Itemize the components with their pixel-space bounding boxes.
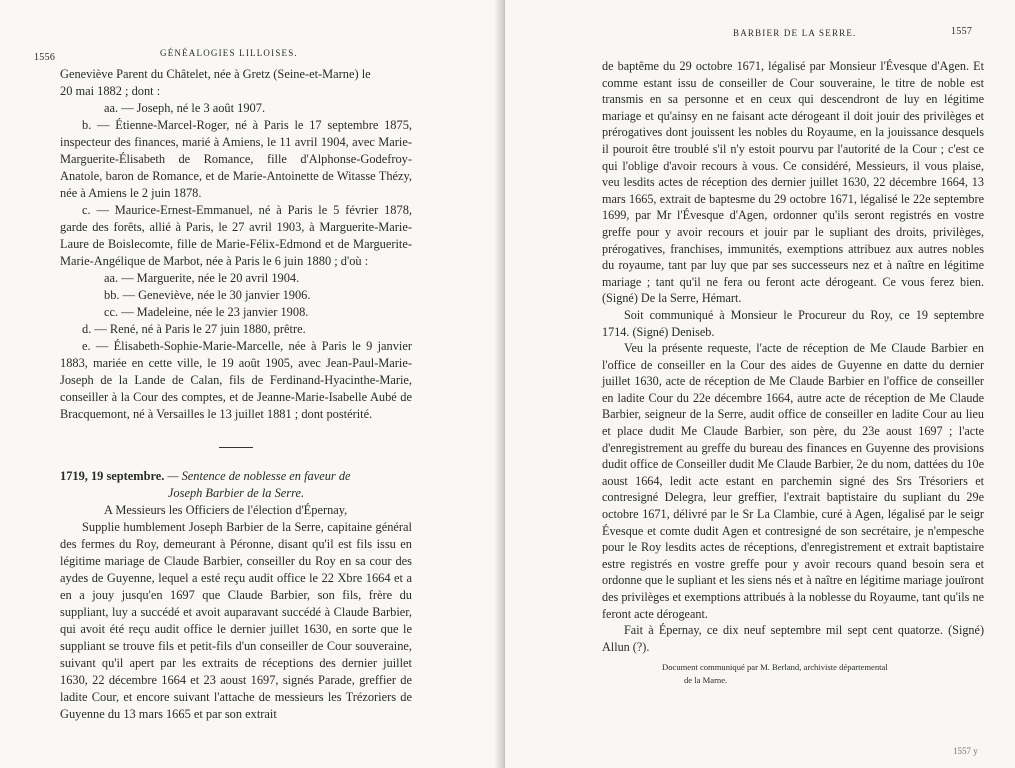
left-page-number: 1556: [34, 52, 56, 63]
right-page-number: 1557: [951, 26, 973, 37]
left-page: [0, 0, 505, 768]
text-line: Geneviève Parent du Châtelet, née à Gretz (Seine-et-Marne) le: [60, 67, 371, 81]
child-entry: c. — Maurice-Ernest-Emmanuel, né à Paris le 5 février 1878, garde des forêts, allié à Paris, le 27 avril 1903, à Marguerite-Marie-Laure de Boislecomte, fille de Marie-Félix-Edmond et de Marguerite-Marie-Angélique de Marbot, née à Paris le 6 juin 1880 ; d'où :: [60, 203, 412, 268]
margin-mark: 1557 y: [953, 746, 978, 756]
petition-text: Supplie humblement Joseph Barbier de la Serre, capitaine général des fermes du Roy, demeurant à Péronne, disant qu'il est fils issu en légitime mariage de Claude Barbier, conseiller du Roy en sa cour des aydes de Guyenne, lequel a esté reçu audit office le 22 Xbre 1664 et a en a jouy jusqu'en 1697 que Claude Barbier, son fils, frère du suppliant, luy a succédé et avoit auparavant succédé à Claude Barbier, qui avoit été reçu audit office le dernier juillet 1630, en sorte que le suppliant se trouve fils et petit-fils d'un conseiller de Cour souveraine, suivant qu'il apert par les extraits de réceptions des dernier juillet 1630, 22 décembre 1664 et 23 aoust 1697, signés Parade, greffier de ladite Cour, et encore suivant l'attache de messieurs les Trézoriers de Guyenne du 13 mars 1665 et par son extrait: [60, 520, 412, 721]
left-running-head: GÉNÉALOGIES LILLOISES.: [160, 48, 298, 58]
note-line: Document communiqué par M. Berland, archiviste départemental: [662, 662, 888, 673]
text-line: 20 mai 1882 ; dont :: [60, 84, 161, 98]
entry-date: 1719, 19 septembre.: [60, 469, 165, 483]
entry-title-continued: Joseph Barbier de la Serre.: [167, 486, 305, 500]
paragraph: Veu la présente requeste, l'acte de réception de Me Claude Barbier en l'office de conseiller en la Cour des aides de Guyenne en datte du dernier juillet 1630, acte de réception de Me Claude Barbier en l'office de conseiller en ladite Cour du 22e décembre 1664, autre acte de réception de Me Claude Barbier, seigneur de la Serre, audit office de conseiller en ladite Cour au lieu et place dudit Me Claude Barbier, son père, du 23e aoust 1697 ; l'acte d'enregistrement au greffe du bureau des finances en Guyenne des provisions dudit office de Conseiller dudit Me Claude Barbier, 2e du nom, dattées du 10e aoust 1664, ledit acte estant en parchemin signé des Srs Trésoriers et contresigné Delegra, leur greffier, l'extrait baptistaire du supliant du 29e octobre 1671, délivré par le Sr La Clambie, curé à Agen, légalisé par le seigr Évesque et comte dudit Agen et contresigné de son secrétaire, je n'empesche pour le Roy lesdits actes de réceptions, d'enregistrement et extrait baptistaire estre registrés en vostre greffe pour y avoir recours quand besoin sera et ordonne que le supliant et les siens nés et à naître en légitime mariage jouïront des privilèges et exemptions attribués à la noblesse du Royaume, tant qu'ils ne feront acte dérogeant.: [602, 341, 984, 621]
child-entry: bb. — Geneviève, née le 30 janvier 1906.: [104, 288, 311, 302]
right-page-text: [602, 58, 984, 687]
paragraph: Soit communiqué à Monsieur le Procureur du Roy, ce 19 septembre 1714. (Signé) Deniseb.: [602, 307, 984, 339]
child-entry: d. — René, né à Paris le 27 juin 1880, prêtre.: [82, 322, 306, 336]
entry-heading: [60, 468, 412, 485]
child-entry: b. — Étienne-Marcel-Roger, né à Paris le 17 septembre 1875, inspecteur des finances, marié à Amiens, le 11 avril 1904, avec Marie-Marguerite-Élisabeth de Romance, fille d'Alphonse-Godefroy-Anatole, baron de Romance, et de Marie-Antoinette de Witasse Thézy, née à Amiens le 2 juin 1878.: [60, 118, 412, 200]
child-entry: aa. — Joseph, né le 3 août 1907.: [104, 101, 266, 115]
section-divider: [219, 447, 253, 448]
source-note: [602, 661, 984, 687]
note-line: de la Marne.: [684, 675, 728, 686]
entry-title: — Sentence de noblesse en faveur de: [167, 469, 351, 483]
child-entry: e. — Élisabeth-Sophie-Marie-Marcelle, née à Paris le 9 janvier 1883, mariée en cette ville, le 19 août 1905, avec Jean-Paul-Marie-Joseph de la Lande de Calan, fils de Ferdinand-Hyacinthe-Marie, conseiller à la Cour des comptes, et de Jeanne-Marie-Isabelle Aubé de Bracquemont, né à Versailles le 13 juillet 1881 ; dont postérité.: [60, 339, 412, 421]
petition-address: A Messieurs les Officiers de l'élection d'Épernay,: [104, 503, 348, 517]
right-page: [505, 0, 1015, 768]
left-page-text: [60, 66, 412, 723]
child-entry: cc. — Madeleine, née le 23 janvier 1908.: [104, 305, 309, 319]
right-running-head: BARBIER DE LA SERRE.: [733, 28, 857, 38]
paragraph: de baptême du 29 octobre 1671, légalisé par Monsieur l'Évesque d'Agen. Et comme estant issu de conseiller de Cour souveraine, le titre de noble est transmis en sa personne et en ceux qui descendront de luy en légitime mariage et qu'ainsy en ne faisant acte dérogeant il doit jouir des privilèges et prérogatives dont jouissent les nobles du Royaume, en la jouissance desquels il pouroit être troublé s'il n'y estoit pourvu par l'autorité de la Cour ; c'est ce qui l'oblige d'avoir recours à vous. Ce considéré, Messieurs, il vous plaise, veu lesdits actes de réception des dernier juillet 1630, 22 décembre 1664, 13 mars 1665, extrait de baptesme du 29 octobre 1671, légalisé le 22e septembre 1699, par Mr l'Évesque d'Agen, ordonner qu'ils seront registrés en vostre greffe pour y avoir recours et jouir par le supliant des droits, privilèges, prérogatives, franchises, immunités, exemptions attribuez aux autres nobles du royaume, tant par luy que par ses successeurs nez et à naître en légitime mariage ; tant qu'il ne fera ou feront acte dérogeant. Ce vous ferez bien. (Signé) De la Serre, Hémart.: [602, 59, 984, 306]
paragraph: Fait à Épernay, ce dix neuf septembre mil sept cent quatorze. (Signé) Allun (?).: [602, 623, 984, 654]
child-entry: aa. — Marguerite, née le 20 avril 1904.: [104, 271, 300, 285]
